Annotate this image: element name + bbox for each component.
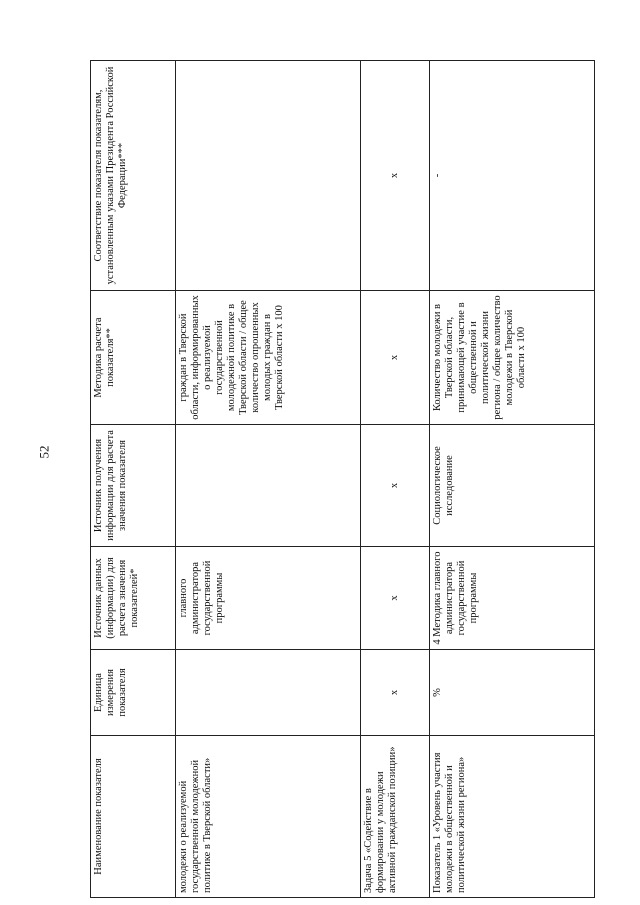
table-row bbox=[430, 61, 595, 898]
cell-correspondence: - bbox=[430, 61, 595, 291]
cell-method: Количество молодежи в Тверской области, принимающей участие в общественной и политической жизни региона / общее количество молодежи в Тверской области х 100 bbox=[430, 291, 595, 425]
indicator-table-container bbox=[90, 61, 590, 898]
cell-indicator-name: Задача 5 «Содействие в формировании у молодежи активной гражданской позиции» bbox=[361, 736, 430, 898]
header-correspondence: Соответствие показателя показателям, установленным указами Президента Российской Федерации*** bbox=[91, 61, 176, 291]
cell-method: граждан в Тверской области, информированных о реализуемой государственной молодежной политике в Тверской области / общее количество опрошенных молодых граждан в Тверской области х 100 bbox=[176, 291, 361, 425]
cell-data-source: 4 Методика главного администратора государственной программы bbox=[430, 547, 595, 650]
table-row bbox=[361, 61, 430, 898]
cell-info-source: Социологическое исследование bbox=[430, 425, 595, 547]
page-number: 52 bbox=[36, 445, 52, 459]
table-row bbox=[176, 61, 361, 898]
cell-indicator-name: молодежи о реализуемой государственной молодежной политике в Тверской области» bbox=[176, 736, 361, 898]
cell-method: х bbox=[361, 291, 430, 425]
indicator-table bbox=[90, 60, 595, 898]
header-method: Методика расчета показателя** bbox=[91, 291, 176, 425]
cell-correspondence: х bbox=[361, 61, 430, 291]
cell-info-source: х bbox=[361, 425, 430, 547]
header-indicator-name: Наименование показателя bbox=[91, 736, 176, 898]
cell-unit: % bbox=[430, 650, 595, 736]
header-data-source: Источник данных (информации) для расчета значения показателей* bbox=[91, 547, 176, 650]
table-header-row bbox=[91, 61, 176, 898]
cell-unit bbox=[176, 650, 361, 736]
cell-data-source: главного администратора государственной программы bbox=[176, 547, 361, 650]
header-unit: Единица измерения показателя bbox=[91, 650, 176, 736]
cell-data-source: х bbox=[361, 547, 430, 650]
cell-indicator-name: Показатель 1 «Уровень участия молодежи в общественной и политической жизни региона» bbox=[430, 736, 595, 898]
cell-info-source bbox=[176, 425, 361, 547]
cell-correspondence bbox=[176, 61, 361, 291]
header-info-source: Источник получения информации для расчета значения показателя bbox=[91, 425, 176, 547]
cell-unit: х bbox=[361, 650, 430, 736]
